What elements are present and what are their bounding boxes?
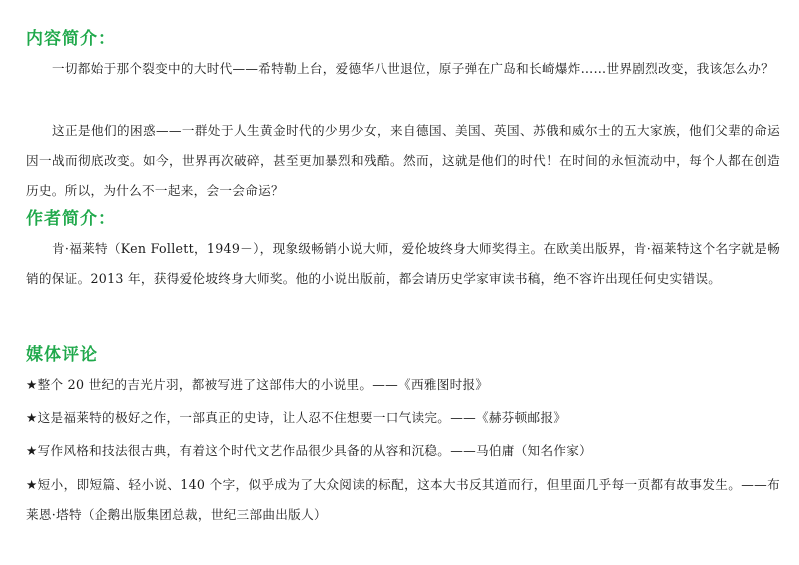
star-icon: ★ [26,377,38,392]
review-text: 整个 20 世纪的吉光片羽，都被写进了这部伟大的小说里。——《西雅图时报》 [37,377,489,392]
author-heading: 作者简介： [26,209,116,229]
review-item [26,470,780,530]
review-text: 写作风格和技法很古典，有着这个时代文艺作品很少具备的从容和沉稳。——马伯庸（知名作家） [37,443,593,458]
star-icon: ★ [26,443,38,458]
star-icon: ★ [26,477,38,492]
review-text: 这是福莱特的极好之作，一部真正的史诗，让人忍不住想要一口气读完。——《赫芬顿邮报》 [37,410,567,425]
media-heading: 媒体评论 [26,345,98,365]
star-icon: ★ [26,410,38,425]
intro-paragraph-2: 这正是他们的困惑——一群处于人生黄金时代的少男少女，来自德国、美国、英国、苏俄和威尔士的五大家族，他们父辈的命运因一战而彻底改变。如今，世界再次破碎，甚至更加暴烈和残酷。然而，这就是他们的时代！在时间的永恒流动中，每个人都在创造历史。所以，为什么不一起来，会一会命运？ [26,123,780,198]
review-item [26,436,780,466]
intro-heading: 内容简介： [26,29,116,49]
review-text: 短小，即短篇、轻小说、140 个字，似乎成为了大众阅读的标配，这本大书反其道而行，但里面几乎每一页都有故事发生。——布莱恩·塔特（企鹅出版集团总裁，世纪三部曲出版人） [26,477,780,522]
author-paragraph: 肯·福莱特（Ken Follett，1949－），现象级畅销小说大师，爱伦坡终身大师奖得主。在欧美出版界，肯·福莱特这个名字就是畅销的保证。2013 年，获得爱伦坡终身大师奖。他的小说出版前，都会请历史学家审读书稿，绝不容许出现任何史实错误。 [26,241,780,286]
review-item [26,403,780,433]
review-item [26,370,780,400]
intro-paragraph-1: 一切都始于那个裂变中的大时代——希特勒上台，爱德华八世退位，原子弹在广岛和长崎爆炸……世界剧烈改变，我该怎么办？ [52,61,775,76]
